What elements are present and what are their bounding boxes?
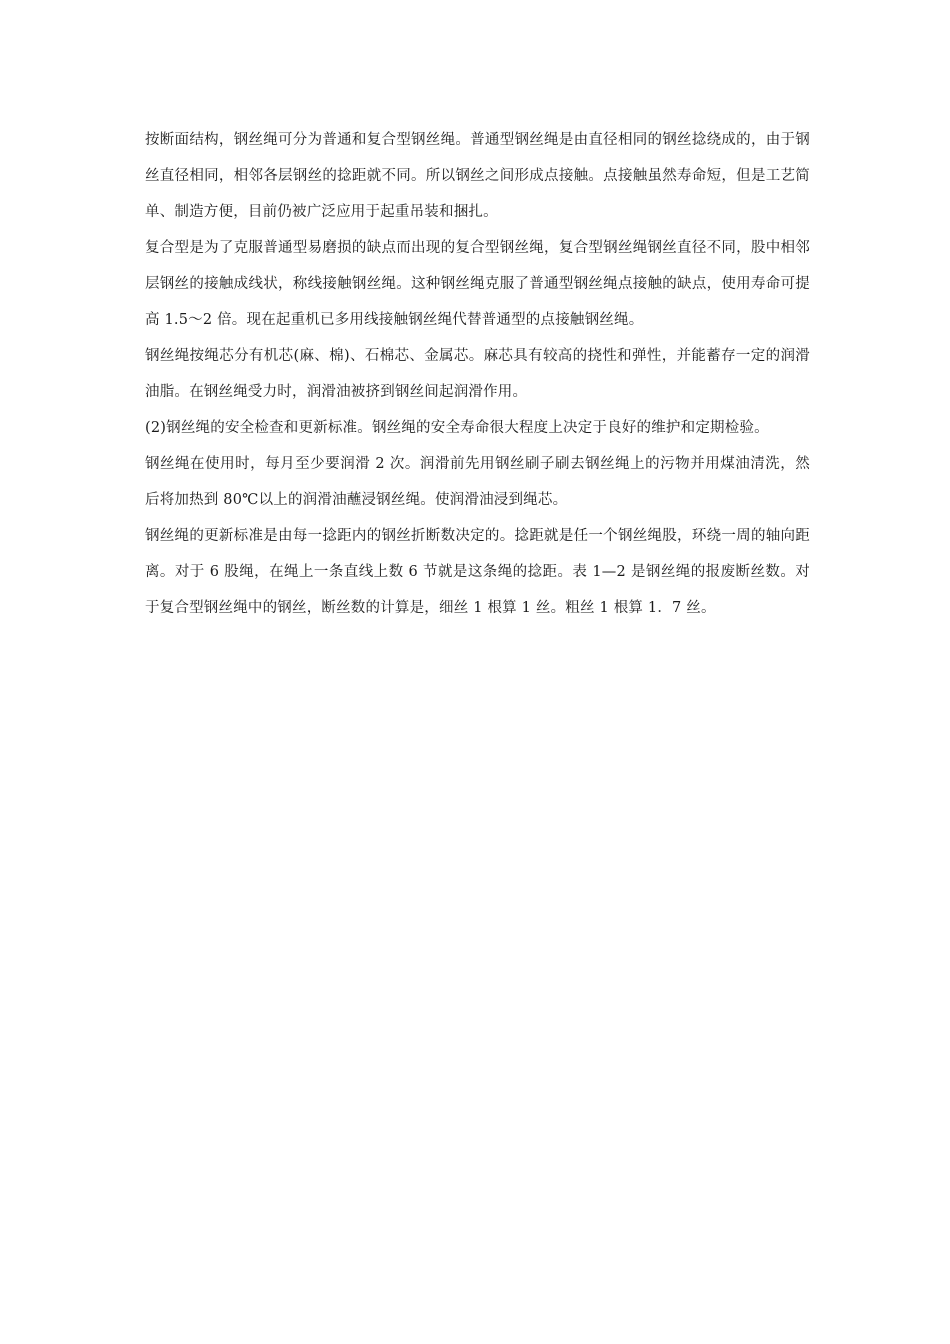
paragraph-rope-core: 钢丝绳按绳芯分有机芯(麻、棉)、石棉芯、金属芯。麻芯具有较高的挠性和弹性，并能蓄存一定的润滑油脂。在钢丝绳受力时，润滑油被挤到钢丝间起润滑作用。	[145, 348, 810, 400]
paragraph-composite-rope: 复合型是为了克服普通型易磨损的缺点而出现的复合型钢丝绳，复合型钢丝绳钢丝直径不同，股中相邻层钢丝的接触成线状，称线接触钢丝绳。这种钢丝绳克服了普通型钢丝绳点接触的缺点，使用寿命可提高 1.5～2 倍。现在起重机已多用线接触钢丝绳代替普通型的点接触钢丝绳。	[145, 240, 810, 328]
paragraph-lubrication: 钢丝绳在使用时，每月至少要润滑 2 次。润滑前先用钢丝刷子刷去钢丝绳上的污物并用煤油清洗，然后将加热到 80℃以上的润滑油蘸浸钢丝绳。使润滑油浸到绳芯。	[145, 456, 810, 508]
document-body	[145, 122, 810, 626]
paragraph-rope-structure: 按断面结构，钢丝绳可分为普通和复合型钢丝绳。普通型钢丝绳是由直径相同的钢丝捻绕成的，由于钢丝直径相同，相邻各层钢丝的捻距就不同。所以钢丝之间形成点接触。点接触虽然寿命短，但是工艺简单、制造方便，目前仍被广泛应用于起重吊装和捆扎。	[145, 132, 810, 220]
paragraph-safety-inspection: (2)钢丝绳的安全检查和更新标准。钢丝绳的安全寿命很大程度上决定于良好的维护和定期检验。	[145, 420, 769, 436]
paragraph-replacement-standard: 钢丝绳的更新标准是由每一捻距内的钢丝折断数决定的。捻距就是任一个钢丝绳股，环绕一周的轴向距离。对于 6 股绳，在绳上一条直线上数 6 节就是这条绳的捻距。表 1—2 是钢丝绳的报废断丝数。对于复合型钢丝绳中的钢丝，断丝数的计算是，细丝 1 根算 1 丝。粗丝 1 根算 1．7 丝。	[145, 528, 810, 616]
